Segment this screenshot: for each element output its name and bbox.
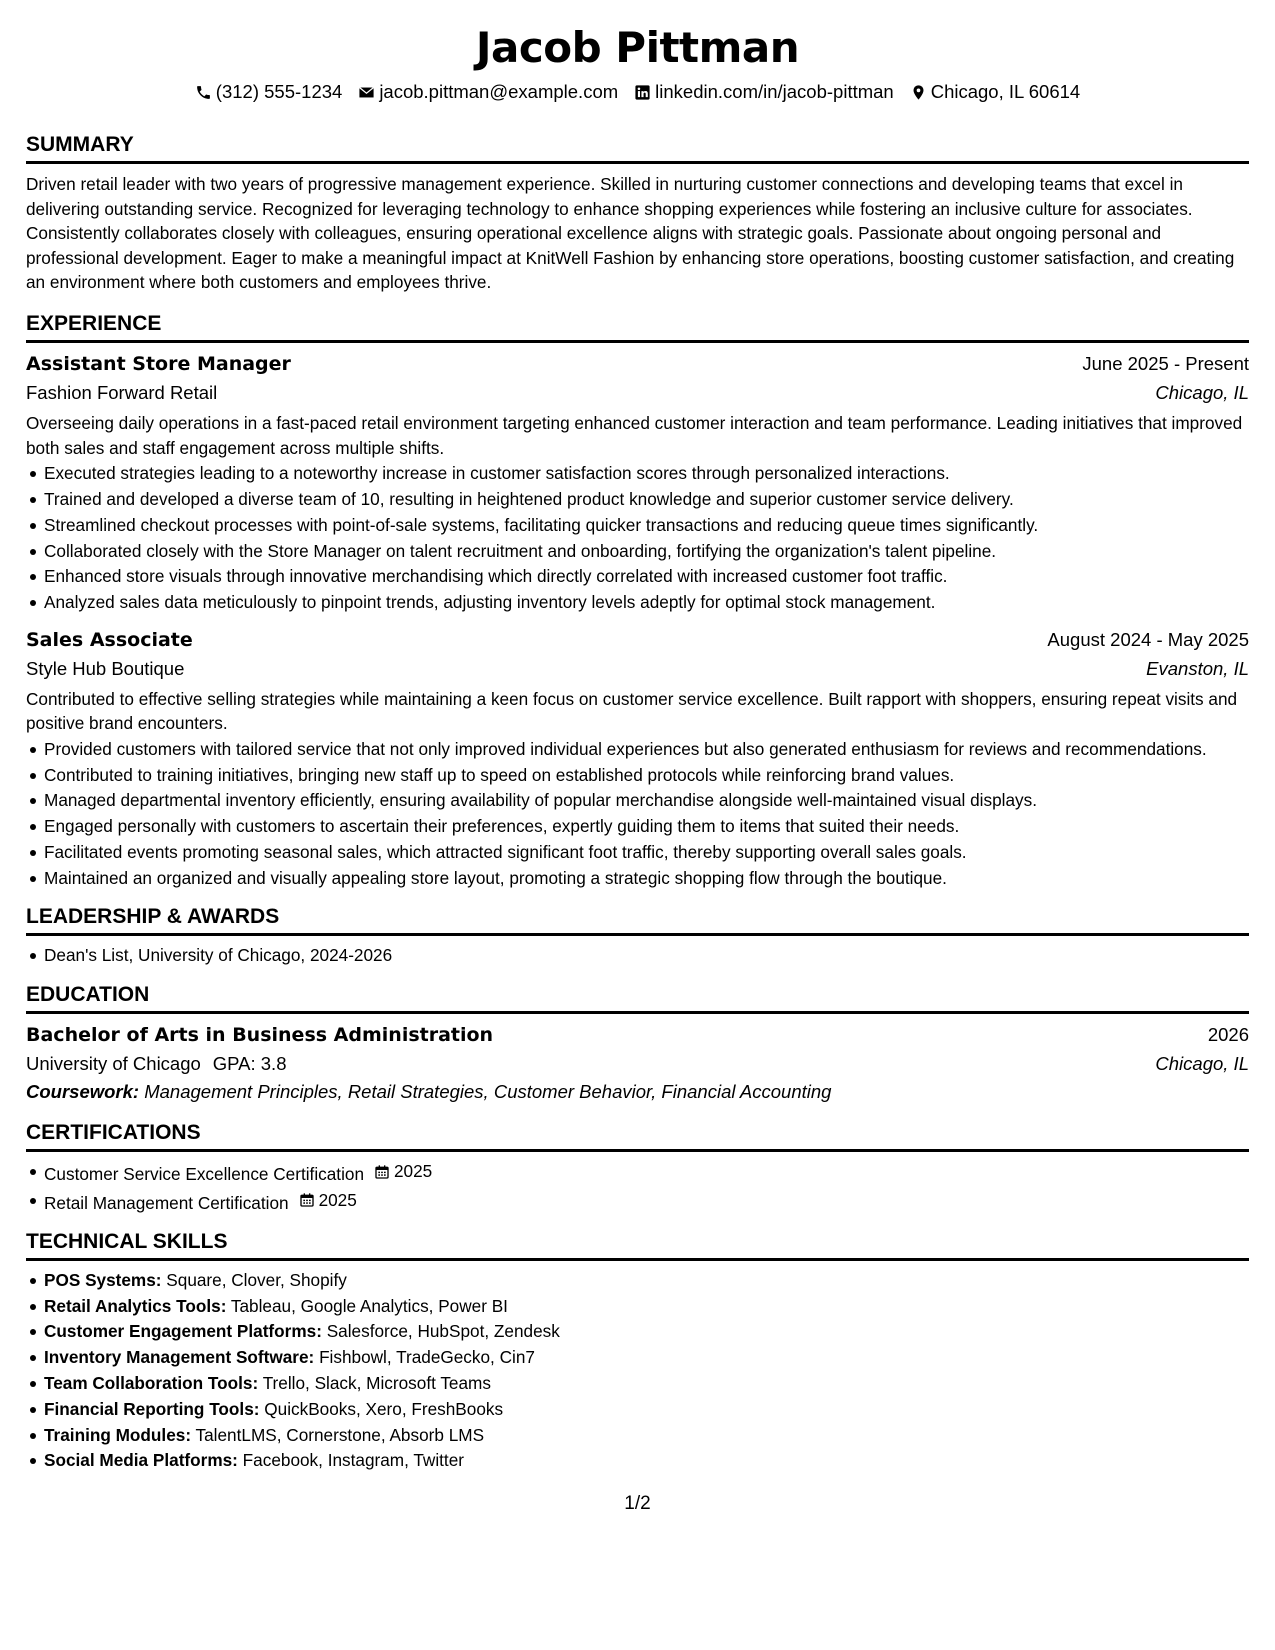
list-item: [26, 1160, 1249, 1186]
list-item: Trained and developed a diverse team of 10, resulting in heightened product knowledge and superior customer service delivery.: [26, 488, 1249, 512]
list-item: [26, 1424, 1249, 1448]
section-title-summary: SUMMARY: [26, 132, 1249, 164]
certification-year: 2025: [394, 1160, 433, 1181]
skills-list: [26, 1269, 1249, 1473]
skills-section: [26, 1229, 1249, 1473]
phone-text: (312) 555-1234: [215, 81, 343, 102]
list-item: Managed departmental inventory efficiently, ensuring availability of popular merchandise alongside well-maintained visual displays.: [26, 789, 1249, 813]
calendar-icon: [299, 1192, 315, 1208]
skill-label: POS Systems:: [44, 1269, 162, 1290]
skill-value: TalentLMS, Cornerstone, Absorb LMS: [195, 1424, 485, 1445]
list-item: Enhanced store visuals through innovative merchandising which directly correlated with increased customer foot traffic.: [26, 565, 1249, 589]
phone-icon: [195, 84, 212, 101]
degree: Bachelor of Arts in Business Administration: [26, 1023, 494, 1046]
education-entry: [26, 1020, 1249, 1106]
list-item: Dean's List, University of Chicago, 2024-2026: [26, 944, 1249, 968]
skill-label: Customer Engagement Platforms:: [44, 1321, 322, 1342]
gpa: GPA: 3.8: [212, 1052, 287, 1074]
page-number: 1/2: [624, 1493, 651, 1514]
envelope-icon: [358, 84, 375, 101]
section-title-certifications: CERTIFICATIONS: [26, 1120, 1249, 1152]
job-entry: [26, 625, 1249, 891]
job-company: Fashion Forward Retail: [26, 381, 218, 403]
job-bullets: [26, 462, 1249, 615]
job-description: Overseeing daily operations in a fast-paced retail environment targeting enhanced customer interaction and team performance. Leading initiatives that improved both sales and staff engagement across multiple shifts.: [26, 412, 1243, 458]
certification-date: [374, 1160, 432, 1184]
calendar-icon: [374, 1164, 390, 1180]
skill-label: Financial Reporting Tools:: [44, 1398, 260, 1419]
list-item: [26, 1269, 1249, 1293]
coursework-list: Management Principles, Retail Strategies, Customer Behavior, Financial Accounting: [144, 1080, 832, 1102]
contact-bar: [26, 80, 1249, 104]
certifications-list: [26, 1160, 1249, 1215]
list-item: Facilitated events promoting seasonal sales, which attracted significant foot traffic, thereby supporting overall sales goals.: [26, 841, 1249, 865]
certification-name: Customer Service Excellence Certification: [44, 1163, 364, 1184]
skill-value: Salesforce, HubSpot, Zendesk: [326, 1321, 560, 1342]
list-item: [26, 1398, 1249, 1422]
list-item: Provided customers with tailored service that not only improved individual experiences but also generated enthusiasm for reviews and recommendations.: [26, 738, 1249, 762]
list-item: Maintained an organized and visually appealing store layout, promoting a strategic shopping flow through the boutique.: [26, 867, 1249, 891]
graduation-year: 2026: [1207, 1023, 1249, 1045]
job-dates: August 2024 - May 2025: [1047, 628, 1249, 650]
school-name: University of Chicago: [26, 1052, 201, 1074]
list-item: Executed strategies leading to a noteworthy increase in customer satisfaction scores through personalized interactions.: [26, 462, 1249, 486]
list-item: [26, 1346, 1249, 1370]
skill-label: Retail Analytics Tools:: [44, 1295, 227, 1316]
school-line: [26, 1050, 287, 1078]
job-dates: June 2025 - Present: [1082, 352, 1249, 374]
list-item: [26, 1372, 1249, 1396]
skill-label: Inventory Management Software:: [44, 1347, 315, 1368]
coursework-line: [26, 1078, 1249, 1106]
certification-year: 2025: [318, 1189, 357, 1210]
skill-value: Trello, Slack, Microsoft Teams: [262, 1373, 491, 1394]
certification-date: [299, 1189, 357, 1213]
education-section: [26, 982, 1249, 1106]
contact-phone[interactable]: [195, 80, 343, 104]
skill-value: Facebook, Instagram, Twitter: [242, 1450, 464, 1471]
skill-value: Tableau, Google Analytics, Power BI: [230, 1295, 508, 1316]
list-item: [26, 1320, 1249, 1344]
job-bullets: [26, 738, 1249, 891]
leadership-section: [26, 904, 1249, 968]
candidate-name: Jacob Pittman: [475, 23, 800, 72]
list-item: Collaborated closely with the Store Manager on talent recruitment and onboarding, fortifying the organization's talent pipeline.: [26, 540, 1249, 564]
linkedin-text: linkedin.com/in/jacob-pittman: [655, 81, 894, 102]
job-location: Chicago, IL: [1155, 381, 1249, 403]
experience-section: [26, 311, 1249, 890]
list-item: [26, 1449, 1249, 1473]
location-text: Chicago, IL 60614: [930, 81, 1081, 102]
list-item: Contributed to training initiatives, bringing new staff up to speed on established protocols while reinforcing brand values.: [26, 764, 1249, 788]
list-item: [26, 1189, 1249, 1215]
certifications-section: [26, 1120, 1249, 1215]
contact-linkedin[interactable]: [634, 80, 894, 104]
job-entry: [26, 349, 1249, 615]
email-text: jacob.pittman@example.com: [379, 81, 619, 102]
section-title-experience: EXPERIENCE: [26, 311, 1249, 343]
list-item: Analyzed sales data meticulously to pinpoint trends, adjusting inventory levels adeptly for optimal stock management.: [26, 591, 1249, 615]
summary-section: [26, 132, 1249, 295]
contact-email[interactable]: [358, 80, 618, 104]
certification-name: Retail Management Certification: [44, 1192, 289, 1213]
section-title-skills: TECHNICAL SKILLS: [26, 1229, 1249, 1261]
skill-value: Square, Clover, Shopify: [166, 1269, 347, 1290]
skill-label: Team Collaboration Tools:: [44, 1373, 259, 1394]
linkedin-icon: [634, 84, 651, 101]
list-item: Engaged personally with customers to ascertain their preferences, expertly guiding them to items that suited their needs.: [26, 815, 1249, 839]
job-title: Assistant Store Manager: [26, 352, 291, 375]
skill-value: Fishbowl, TradeGecko, Cin7: [319, 1347, 535, 1368]
skill-label: Social Media Platforms:: [44, 1450, 238, 1471]
section-title-leadership: LEADERSHIP & AWARDS: [26, 904, 1249, 936]
job-title: Sales Associate: [26, 628, 193, 651]
leadership-list: [26, 944, 1249, 968]
job-description: Contributed to effective selling strategies while maintaining a keen focus on customer service excellence. Built rapport with shoppers, ensuring repeat visits and positive brand encounters.: [26, 688, 1238, 734]
skill-label: Training Modules:: [44, 1424, 192, 1445]
summary-text: Driven retail leader with two years of progressive management experience. Skilled in nurturing customer connections and developing teams that excel in delivering outstanding service. Recognized for leveraging technology to enhance shopping experiences while fostering an inclusive culture for associates. Consistently collaborates closely with colleagues, ensuring operational excellence aligns with strategic goals. Passionate about ongoing personal and professional development. Eager to make a meaningful impact at KnitWell Fashion by enhancing store operations, boosting customer satisfaction, and creating an environment where both customers and employees thrive.: [26, 174, 1235, 293]
contact-location: [910, 80, 1080, 104]
school-location: Chicago, IL: [1155, 1052, 1249, 1074]
job-company: Style Hub Boutique: [26, 657, 185, 679]
list-item: [26, 1295, 1249, 1319]
coursework-label: Coursework:: [26, 1080, 140, 1102]
job-location: Evanston, IL: [1146, 657, 1249, 679]
section-title-education: EDUCATION: [26, 982, 1249, 1014]
skill-value: QuickBooks, Xero, FreshBooks: [264, 1398, 504, 1419]
map-pin-icon: [910, 84, 927, 101]
list-item: Streamlined checkout processes with point-of-sale systems, facilitating quicker transactions and reducing queue times significantly.: [26, 514, 1249, 538]
